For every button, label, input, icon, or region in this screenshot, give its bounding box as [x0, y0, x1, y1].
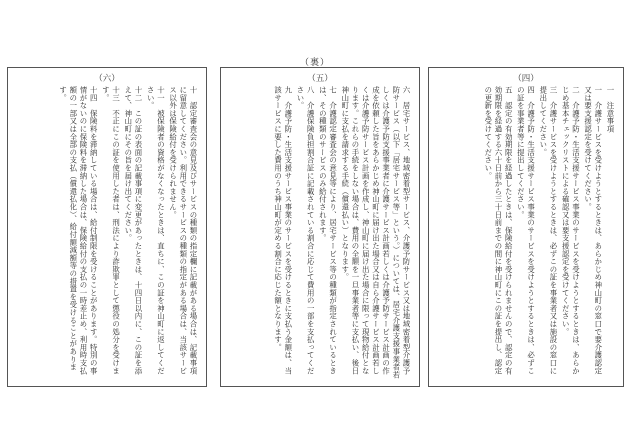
notes-column: [437, 86, 615, 380]
note-item: 十 認定審査会の意見及びサービスの種類の指定欄に記載がある場合は、記載事項に留意してください。利用できるサービスの種類の指定がある場合は、当該サービス以外は保険給付を受けられません。: [168, 86, 198, 375]
notes-title: 一 注意事項: [606, 86, 615, 133]
note-item: 八 介護保険負担割合証に記載されている割合に応じて費用の一部を支払ってください。: [295, 86, 316, 375]
note-item: 二 介護予防・生活支援サービス事業のサービスを受けようとするときは、あらかじめ基本チェックリストによる確認又は要支援認定を受けてください。: [561, 86, 581, 375]
note-item: 四 介護予防・生活支援サービス事業のサービスを受けようとするときは、必ずこの証を事業者等に提出してください。: [516, 86, 536, 375]
notes-column: [229, 86, 411, 380]
reverse-side-label: （裏）: [299, 58, 330, 68]
note-item: 十二 この証の表面の記載事項に変更があったときは、十四日以内に、この証を添えて、神山町にその旨を届け出てください。: [123, 86, 143, 375]
note-item: 五 認定の有効期限を経過したときは、保険給付を受けられませんので、認定の有効期限を経過する六十日前から三十日前までの間に神山町にこの証を提出し、認定の更新を受けてください。: [483, 86, 514, 375]
panel-number: （五）: [307, 74, 333, 84]
notes-column: [16, 86, 198, 380]
note-item: 三 介護サービスを受けようとするときは、必ずこの証を事業者又は施設の窓口に提出してください。: [538, 86, 558, 375]
panel-number: （四）: [513, 74, 539, 84]
note-item: 九 介護予防・生活支援サービス事業のサービスを受けるときに支払う金額は、当該サービスに要した費用のうち神山町が定める割合に応じた額となります。: [273, 86, 293, 375]
note-item: 十一 被保険者の資格がなくなったときは、直ちに、この証を神山町に返してください。: [146, 86, 166, 375]
notes-panel-6: [7, 67, 207, 387]
note-item: 六 居宅サービス、地域密着型サービス、介護予防サービス又は地域密着型介護予防サービス（以下「居宅サービス等」という。）については、居宅介護支援事業者若しくは介護予防支援事業者に介護サービス計画若しくは介護予防サービス計画の作成を依頼した旨をあらかじめ神山町に届け出た場合又は自ら介護サービス計画若しくは介護予防サービス計画を作成し、神山町に届け出た場合に限って現物給付となります。これらの手続をしない場合は、費用の全額を一旦事業者等に支払い、後日神山町に支払を請求する手続（償還払い）となります。: [340, 86, 411, 379]
note-item: 七 介護認定審査会の意見等により、居宅サービス等の種類が指定されているときは、その種類のサービスのみ給付されます。: [318, 86, 338, 375]
panel-number: （六）: [94, 74, 120, 84]
note-item: 十三 不正にこの証を使用した者は、刑法により詐欺罪として懲役の処分を受けます。: [101, 86, 121, 375]
note-item: 十四 保険料を滞納している場合は、給付制限を受けることがあります。特別の事情がないのに保険料を滞納した場合は、保険給付の支払の一時差止め、利用時支払額の一部又は全部の支払（償還払化）、給付額減額等の措置を受けることがあります。: [58, 86, 99, 375]
notes-panel-5: [220, 67, 420, 387]
note-item: 一 介護サービスを受けようとするときは、あらかじめ神山町の窓口で要介護認定又は要支援認定を受けてください。: [583, 86, 603, 375]
notes-panel-4: [428, 67, 624, 387]
